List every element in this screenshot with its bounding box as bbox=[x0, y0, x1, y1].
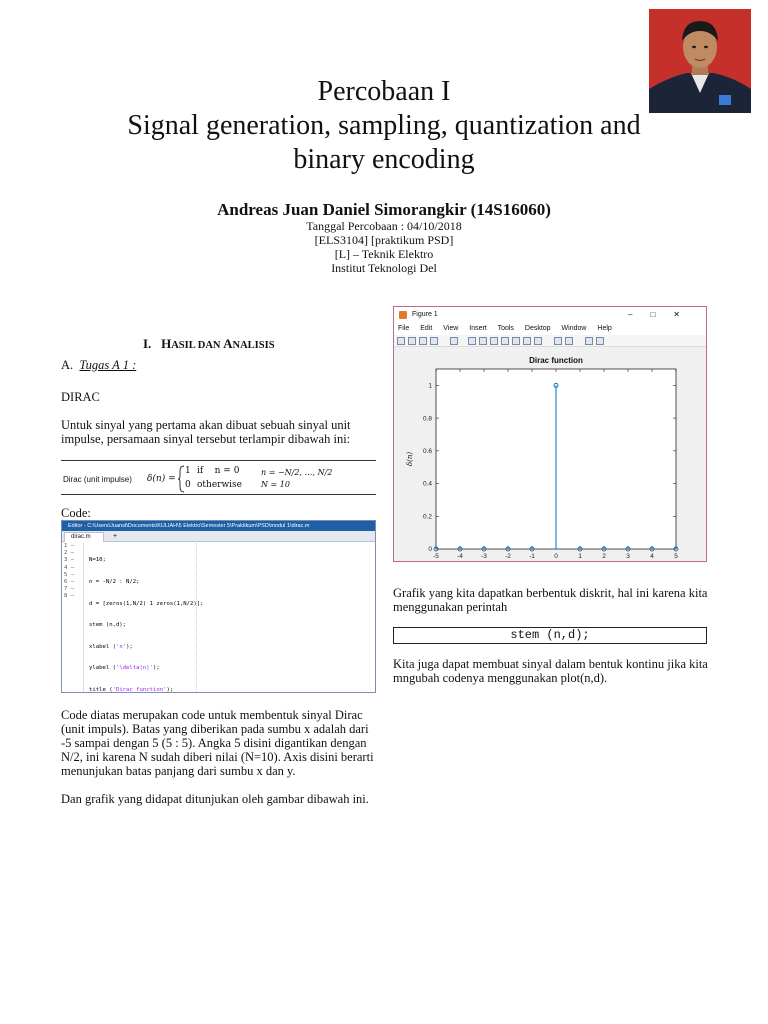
formula-case2-condition: otherwise bbox=[197, 480, 242, 490]
formula-case1-condition: if n = 0 bbox=[197, 466, 240, 476]
meta-course: [ELS3104] [praktikum PSD] bbox=[314, 233, 454, 247]
paragraph-graph-intro: Dan grafik yang didapat ditunjukan oleh gambar dibawah ini. bbox=[61, 792, 369, 806]
code-string: 'Dirac function' bbox=[112, 687, 167, 693]
editor-tab-dirac[interactable]: dirac.m bbox=[64, 532, 104, 542]
legend-icon[interactable] bbox=[565, 337, 573, 345]
menu-tools[interactable]: Tools bbox=[497, 325, 514, 332]
figure-title: Figure 1 bbox=[412, 311, 438, 318]
x-tick-label: 5 bbox=[674, 553, 678, 560]
y-axis-label: δ(n) bbox=[406, 451, 414, 467]
x-tick-label: 3 bbox=[626, 553, 630, 560]
x-tick-label: -5 bbox=[433, 553, 439, 560]
code-text: d = [zeros(1,N/2) 1 zeros(1,N/2)]; bbox=[89, 600, 204, 607]
menu-view[interactable]: View bbox=[443, 325, 459, 332]
figure-toolbar bbox=[394, 335, 706, 347]
menu-insert[interactable]: Insert bbox=[469, 325, 487, 332]
code-string: 'n' bbox=[115, 643, 127, 650]
code-string: '\delta(n)' bbox=[115, 665, 153, 672]
show-plot-tools-icon[interactable] bbox=[596, 337, 604, 345]
code-text: ); bbox=[153, 665, 160, 672]
rotate-icon[interactable] bbox=[501, 337, 509, 345]
y-tick-label: 0 bbox=[428, 546, 432, 554]
formula-domain bbox=[261, 467, 332, 491]
line-number: 1 – bbox=[64, 543, 75, 549]
editor-titlebar: Editor - C:\Users\Juanst\Documents\KULIAH\5 Elektro\Semester 5\Praktikum\PSD\modul 1\dirac.m bbox=[62, 521, 375, 531]
meta-date: Tanggal Percobaan : 04/10/2018 bbox=[306, 219, 462, 233]
y-tick-label: 0.6 bbox=[422, 448, 432, 456]
dirac-chart bbox=[394, 347, 706, 561]
brush-icon[interactable] bbox=[523, 337, 531, 345]
print-icon[interactable] bbox=[430, 337, 438, 345]
formula-lhs: δ(n) = bbox=[147, 474, 176, 484]
y-tick-label: 0.4 bbox=[422, 480, 432, 488]
window-controls[interactable]: –□✕ bbox=[628, 310, 698, 319]
code-text: ylabel ( bbox=[89, 665, 116, 672]
menu-file[interactable]: File bbox=[398, 325, 410, 332]
formula-range: n = −N/2, …, N/2 bbox=[261, 468, 333, 477]
meta-institution: Institut Teknologi Del bbox=[331, 261, 437, 275]
paragraph-dirac: DIRAC bbox=[61, 390, 100, 404]
zoom-in-icon[interactable] bbox=[468, 337, 476, 345]
section-title-initial: H bbox=[161, 336, 172, 351]
y-tick-label: 0.8 bbox=[422, 415, 432, 423]
formula-table bbox=[61, 460, 376, 495]
y-tick-label: 1 bbox=[428, 382, 432, 390]
menu-help[interactable]: Help bbox=[597, 325, 612, 332]
code-text: n = -N/2 : N/2; bbox=[89, 579, 140, 586]
code-line bbox=[89, 644, 204, 651]
add-tab-icon[interactable]: + bbox=[113, 533, 118, 540]
x-tick-label: 4 bbox=[650, 553, 654, 560]
paragraph-continuous: Kita juga dapat membuat sinyal dalam bentuk kontinu jika kita mngubah codenya menggunakan plot(n,d). bbox=[393, 657, 708, 685]
menu-window[interactable]: Window bbox=[561, 325, 587, 332]
chart-title: Dirac function bbox=[529, 356, 583, 365]
code-lines bbox=[89, 543, 204, 693]
section-title-initial-2: A bbox=[223, 336, 233, 351]
formula-case2-value: 0 bbox=[185, 480, 191, 490]
x-tick-label: -1 bbox=[529, 553, 535, 560]
code-command-box: stem (n,d); bbox=[393, 627, 707, 644]
paragraph-code-description: Code diatas merupakan code untuk membentuk sinyal Dirac (unit impuls). Batas yang diberikan pada sumbu x adalah dari -5 sampai dengan 5 (5 : 5). Angka 5 disini digantikan dengan N/2, ini karena N sudah diberi nilai (N=10). Axis disini berarti menunjukan batas panjang dari sumbu x dan y. bbox=[61, 708, 374, 778]
matlab-figure-icon bbox=[399, 311, 407, 319]
matlab-editor-window bbox=[61, 520, 376, 693]
open-icon[interactable] bbox=[408, 337, 416, 345]
code-line bbox=[89, 665, 204, 672]
subsection-title: Tugas A 1 : bbox=[79, 358, 137, 372]
pan-icon[interactable] bbox=[490, 337, 498, 345]
section-heading bbox=[143, 336, 275, 352]
x-tick-label: -3 bbox=[481, 553, 487, 560]
section-title-part-2: NALISIS bbox=[232, 340, 275, 351]
x-tick-label: 1 bbox=[578, 553, 582, 560]
pointer-icon[interactable] bbox=[450, 337, 458, 345]
paper-title-line-3: binary encoding bbox=[293, 144, 475, 175]
author-name: Andreas Juan Daniel Simorangkir (14S16060) bbox=[217, 200, 551, 219]
data-cursor-icon[interactable] bbox=[512, 337, 520, 345]
left-brace-icon bbox=[177, 465, 185, 493]
formula-n-value: N = 10 bbox=[261, 480, 290, 489]
paragraph-intro: Untuk sinyal yang pertama akan dibuat sebuah sinyal unit impulse, persamaan sinyal tersebut terlampir dibawah ini: bbox=[61, 418, 351, 446]
y-tick-label: 0.2 bbox=[422, 513, 432, 521]
zoom-out-icon[interactable] bbox=[479, 337, 487, 345]
menu-desktop[interactable]: Desktop bbox=[524, 325, 551, 332]
new-figure-icon[interactable] bbox=[397, 337, 405, 345]
x-tick-label: -2 bbox=[505, 553, 511, 560]
paragraph-graph-description: Grafik yang kita dapatkan berbentuk diskrit, hal ini karena kita menggunakan perintah bbox=[393, 586, 708, 614]
x-tick-label: 0 bbox=[554, 553, 558, 560]
colorbar-icon[interactable] bbox=[554, 337, 562, 345]
code-line bbox=[89, 601, 204, 608]
code-line bbox=[89, 687, 204, 693]
link-icon[interactable] bbox=[534, 337, 542, 345]
figure-plot-area bbox=[394, 347, 706, 561]
code-label: Code: bbox=[61, 506, 91, 520]
line-number: 3 – bbox=[64, 557, 75, 564]
formula-case1-value: 1 bbox=[185, 466, 191, 476]
hide-plot-tools-icon[interactable] bbox=[585, 337, 593, 345]
code-text: title ( bbox=[89, 687, 113, 693]
x-tick-label: 2 bbox=[602, 553, 606, 560]
line-number: 4 – bbox=[64, 564, 75, 571]
figure-menubar bbox=[394, 323, 706, 335]
code-line bbox=[89, 622, 204, 629]
matlab-figure-window bbox=[393, 306, 707, 562]
section-title-part-1: ASIL DAN bbox=[171, 340, 224, 351]
subsection-heading bbox=[61, 358, 136, 373]
meta-department: [L] – Teknik Elektro bbox=[334, 247, 434, 261]
paper-title-line-1: Percobaan I bbox=[317, 76, 451, 107]
editor-code-area[interactable] bbox=[62, 543, 375, 692]
code-text: stem (n,d); bbox=[89, 622, 127, 629]
code-line bbox=[89, 579, 204, 586]
code-text: ); bbox=[166, 687, 174, 693]
code-text: N=10; bbox=[89, 557, 106, 564]
menu-edit[interactable]: Edit bbox=[420, 325, 433, 332]
line-number: 7 – bbox=[64, 586, 75, 593]
line-number-gutter bbox=[62, 543, 84, 692]
editor-tab-bar bbox=[62, 531, 375, 542]
code-text: ); bbox=[126, 643, 133, 650]
code-line bbox=[89, 557, 204, 564]
formula-name: Dirac (unit impulse) bbox=[63, 475, 132, 484]
line-number: 6 – bbox=[64, 579, 75, 586]
figure-titlebar bbox=[394, 307, 706, 323]
line-number: 2 – bbox=[64, 550, 75, 557]
save-icon[interactable] bbox=[419, 337, 427, 345]
section-number: I. bbox=[143, 336, 152, 351]
code-text: xlabel ( bbox=[89, 643, 116, 650]
line-number: 8 – bbox=[64, 593, 75, 600]
paper-title-line-2: Signal generation, sampling, quantization and bbox=[127, 110, 641, 141]
x-tick-label: -4 bbox=[457, 553, 463, 560]
subsection-letter: A. bbox=[61, 358, 74, 372]
line-number: 5 – bbox=[64, 571, 75, 578]
